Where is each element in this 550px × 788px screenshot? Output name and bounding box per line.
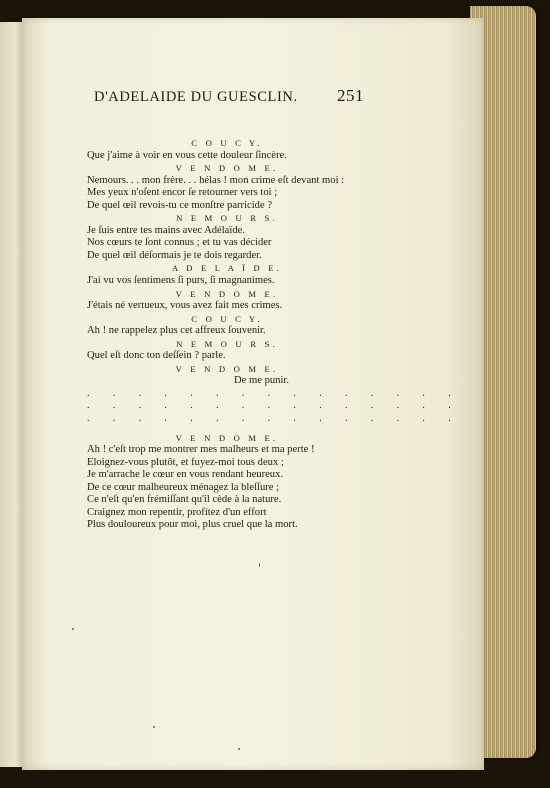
facing-page-edge <box>0 22 22 767</box>
verse-line: Mes yeux n'oſent encor ſe retourner vers toi ; <box>87 187 278 199</box>
speaker-name: C O U C Y. <box>191 313 263 324</box>
paper-speck <box>153 726 155 728</box>
speaker-name: C O U C Y. <box>191 138 263 148</box>
verse-line: Craignez mon repentir, profitez d'un effort <box>87 506 267 518</box>
speaker-name: V E N D O M E. <box>175 288 279 299</box>
ellipsis-row: . . . . . . . . . . . . . . . <box>87 400 462 412</box>
verse-line: Quel eſt donc ton deſſein ? parle. <box>87 350 226 362</box>
speaker-name: N E M O U R S. <box>176 338 278 349</box>
play-text <box>87 137 462 532</box>
speaker-name: N E M O U R S. <box>176 213 278 224</box>
page-number: 251 <box>337 86 364 105</box>
verse-line: Ah ! c'eſt trop me montrer mes malheurs et ma perte ! <box>87 444 315 456</box>
verse-line: Nos cœurs te ſont connus ; et tu vas décider <box>87 237 272 249</box>
paper-speck <box>259 563 260 567</box>
running-head-title: D'ADELAIDE DU GUESCLIN. <box>94 89 298 105</box>
speaker-name: V E N D O M E. <box>175 363 279 374</box>
speaker-name: V E N D O M E. <box>175 163 279 174</box>
verse-line-indented: De me punir. <box>234 375 290 387</box>
ellipsis-row: . . . . . . . . . . . . . . . <box>87 387 462 399</box>
verse-line: Que j'aime à voir en vous cette douleur ſincère. <box>87 149 287 161</box>
verse-line: Ah ! ne rappelez plus cet affreux ſouvenir. <box>87 325 266 337</box>
ellipsis-row: . . . . . . . . . . . . . . . <box>87 413 462 425</box>
verse-line: Je m'arrache le cœur en vous rendant heureux. <box>87 469 284 481</box>
verse-line: De ce cœur malheureux ménagez la bleſſure ; <box>87 481 280 493</box>
verse-line: J'étais né vertueux, vous avez fait mes crimes. <box>87 300 283 312</box>
verse-line: Je ſuis entre tes mains avec Adélaïde. <box>87 224 245 236</box>
speaker-name: A D E L A Ï D E. <box>171 263 283 274</box>
verse-line: J'ai vu vos ſentimens ſi purs, ſi magnanimes. <box>87 275 275 287</box>
verse-line: Ce n'eſt qu'en frémiſſant qu'il cède à la nature. <box>87 494 282 506</box>
paper-speck <box>72 628 74 630</box>
verse-line: De quel œil revois-tu ce monſtre parricide ? <box>87 199 273 211</box>
paper-speck <box>238 748 240 750</box>
verse-line: Nemours. . . mon frère. . . hélas ! mon crime eſt devant moi : <box>87 174 345 186</box>
running-head <box>94 86 364 106</box>
verse-line: Eloignez-vous plutôt, et fuyez-moi tous deux ; <box>87 456 284 468</box>
verse-line: De quel œil déſormais je te dois regarder. <box>87 249 262 261</box>
verse-line: Plus douloureux pour moi, plus cruel que la mort. <box>87 519 298 531</box>
speaker-name: V E N D O M E. <box>175 432 279 443</box>
